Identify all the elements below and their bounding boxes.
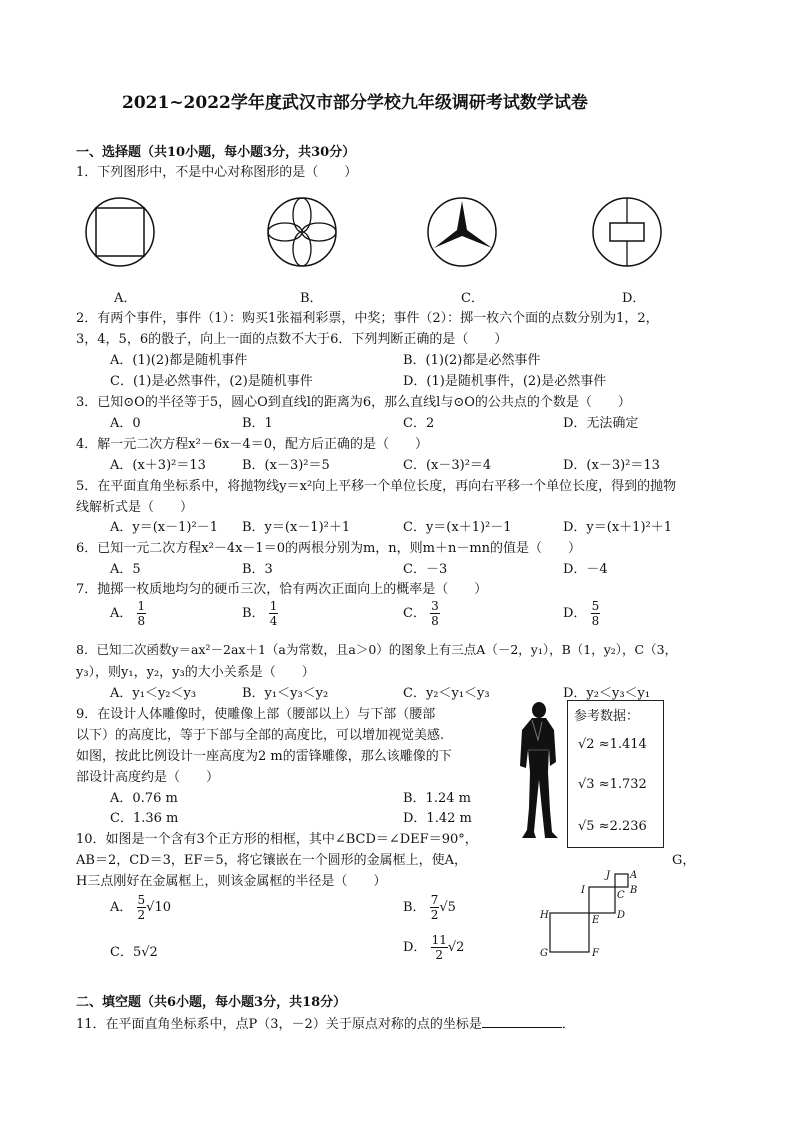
q1-label-b: B． <box>300 291 323 306</box>
q5-line2: 线解析式是（ ） <box>76 500 194 515</box>
q7-stem: 7．抛掷一枚质地均匀的硬币三次，恰有两次正面向上的概率是（ ） <box>76 582 488 597</box>
q1-figure-d <box>591 196 663 268</box>
q2-line2: 3，4，5，6的骰子，向上一面的点数不大于6．下列判断正确的是（ ） <box>76 332 508 347</box>
q10-label-d: D． <box>403 940 427 955</box>
q7-fraction-d: $\frac{5}{8}$ <box>591 599 600 628</box>
q5-option-a: A．y＝(x－1)²－1 <box>110 520 218 535</box>
q7-label-b: B． <box>242 606 265 621</box>
q10-option-b <box>403 894 456 921</box>
q7-option-d <box>563 600 600 627</box>
q11-end: ． <box>561 1017 575 1032</box>
q10-radical-a: √10 <box>146 900 171 915</box>
q7-label-d: D． <box>563 606 587 621</box>
reference-sqrt5: √5 ≈2.236 <box>578 819 647 834</box>
q7-fraction-a: $\frac{1}{8}$ <box>137 599 146 628</box>
q10-fig-label-g: G <box>540 948 548 959</box>
q9-line3: 如图，按此比例设计一座高度为2 m的雷锋雕像，那么该雕像的下 <box>76 749 452 764</box>
q6-option-b: B．3 <box>242 562 273 577</box>
q1-figure-c <box>426 196 498 268</box>
q4-stem: 4．解一元二次方程x²－6x－4＝0，配方后正确的是（ ） <box>76 437 428 452</box>
q11-stem: 11．在平面直角坐标系中，点P（3，－2）关于原点对称的点的坐标是 <box>76 1017 482 1032</box>
q10-label-a: A． <box>110 900 133 915</box>
q7-option-c <box>403 600 440 627</box>
reference-sqrt3: √3 ≈1.732 <box>578 777 647 792</box>
q2-option-d: D．(1)是随机事件，(2)是必然事件 <box>403 374 607 389</box>
section-fill-heading: 二、填空题（共6小题，每小题3分，共18分） <box>76 995 347 1010</box>
q8-line2: y₃），则y₁，y₂，y₃的大小关系是（ ） <box>76 665 315 680</box>
reference-data-box <box>567 700 664 848</box>
q10-fraction-b: $\frac{7}{2}$ <box>430 893 439 922</box>
q1-figure-b <box>266 196 338 268</box>
q10-fig-label-e: E <box>592 915 600 926</box>
q4-option-a: A．(x＋3)²＝13 <box>110 458 206 473</box>
q10-fig-label-a: A <box>630 870 638 881</box>
q10-radical-d: √2 <box>447 940 465 955</box>
q9-option-c: C．1.36 m <box>110 811 179 826</box>
q8-line1: 8．已知二次函数y＝ax²－2ax＋1（a为常数，且a＞0）的图象上有三点A（－2，y₁），B（1，y₂），C（3， <box>76 642 678 657</box>
q4-option-c: C．(x－3)²＝4 <box>403 458 492 473</box>
q7-fraction-b: $\frac{1}{4}$ <box>269 599 278 628</box>
q1-label-a: A． <box>114 291 137 306</box>
q1-stem: 1．下列图形中，不是中心对称图形的是（ ） <box>76 165 358 180</box>
q7-label-c: C． <box>403 606 426 621</box>
q8-option-c: C．y₂＜y₁＜y₃ <box>403 686 490 701</box>
q10-line3: H三点刚好在金属框上，则该金属框的半径是（ ） <box>76 874 387 889</box>
q6-option-a: A．5 <box>110 562 141 577</box>
q3-option-a: A．0 <box>110 416 141 431</box>
q4-option-d: D．(x－3)²＝13 <box>563 458 660 473</box>
section-choice-heading: 一、选择题（共10小题，每小题3分，共30分） <box>76 145 356 160</box>
q3-stem: 3．已知⊙O的半径等于5，圆心O到直线l的距离为6，那么直线l与⊙O的公共点的个数是（ ） <box>76 395 631 410</box>
q10-fraction-a: $\frac{5}{2}$ <box>137 893 146 922</box>
q1-figure-a <box>84 196 156 268</box>
q10-line2: AB＝2，CD＝3，EF＝5，将它镶嵌在一个圆形的金属框上，使A， <box>76 853 468 868</box>
q6-option-d: D．－4 <box>563 562 608 577</box>
q5-option-b: B．y＝(x－1)²＋1 <box>242 520 351 535</box>
q3-option-c: C．2 <box>403 416 435 431</box>
q5-line1: 5．在平面直角坐标系中，将抛物线y＝x²向上平移一个单位长度，再向右平移一个单位长度，得到的抛物 <box>76 479 677 494</box>
q9-line4: 部设计高度约是（ ） <box>76 770 220 785</box>
q10-option-a <box>110 894 171 921</box>
q10-fraction-d: $\frac{11}{2}$ <box>431 933 447 962</box>
q10-fig-label-j: J <box>606 870 611 881</box>
q7-option-a <box>110 600 146 627</box>
q11-answer-blank[interactable] <box>482 1027 562 1028</box>
q7-label-a: A． <box>110 606 133 621</box>
q8-option-b: B．y₁＜y₃＜y₂ <box>242 686 329 701</box>
page-title: 2021~2022学年度武汉市部分学校九年级调研考试数学试卷 <box>122 93 588 113</box>
q9-line1: 9．在设计人体雕像时，使雕像上部（腰部以上）与下部（腰部 <box>76 707 436 722</box>
q5-option-c: C．y＝(x＋1)²－1 <box>403 520 512 535</box>
q10-line1: 10．如图是一个含有3个正方形的相框，其中∠BCD＝∠DEF＝90°， <box>76 832 478 847</box>
q9-option-d: D．1.42 m <box>403 811 472 826</box>
q8-option-a: A．y₁＜y₂＜y₃ <box>110 686 197 701</box>
q6-option-c: C．－3 <box>403 562 448 577</box>
q10-fig-label-b: B <box>630 885 638 896</box>
q2-option-a: A．(1)(2)都是随机事件 <box>110 353 248 368</box>
reference-sqrt2: √2 ≈1.414 <box>578 737 647 752</box>
q2-option-b: B．(1)(2)都是必然事件 <box>403 353 541 368</box>
q10-fig-label-h: H <box>540 910 549 921</box>
q10-fig-label-f: F <box>592 948 599 959</box>
q3-option-b: B．1 <box>242 416 273 431</box>
q4-option-b: B．(x－3)²＝5 <box>242 458 330 473</box>
q11-line <box>76 1013 575 1032</box>
q9-line2: 以下）的高度比，等于下部与全部的高度比，可以增加视觉美感. <box>76 728 445 743</box>
statue-image <box>512 700 562 840</box>
q10-option-c: C．5√2 <box>110 945 158 960</box>
q10-label-b: B． <box>403 900 426 915</box>
q8-option-d: D．y₂＜y₃＜y₁ <box>563 686 651 701</box>
q9-option-a: A．0.76 m <box>110 791 178 806</box>
q10-fig-label-i: I <box>581 885 585 896</box>
q10-squares-figure <box>536 866 646 962</box>
q1-label-c: C． <box>461 291 484 306</box>
q10-fig-label-d: D <box>617 910 626 921</box>
reference-title: 参考数据： <box>574 709 640 724</box>
q10-fig-label-c: C <box>617 890 625 901</box>
q10-radical-b: √5 <box>439 900 456 915</box>
q7-fraction-c: $\frac{3}{8}$ <box>431 599 439 628</box>
q7-option-b <box>242 600 278 627</box>
q10-line2-tail: G， <box>672 853 696 868</box>
q6-stem: 6．已知一元二次方程x²－4x－1＝0的两根分别为m，n，则m＋n－mn的值是（ ） <box>76 541 582 556</box>
q10-option-d <box>403 934 464 961</box>
q3-option-d: D．无法确定 <box>563 416 639 431</box>
q1-label-d: D． <box>622 291 646 306</box>
q2-option-c: C．(1)是必然事件，(2)是随机事件 <box>110 374 313 389</box>
q5-option-d: D．y＝(x＋1)²＋1 <box>563 520 672 535</box>
q9-option-b: B．1.24 m <box>403 791 471 806</box>
q2-line1: 2．有两个事件，事件（1）：购买1张福利彩票，中奖；事件（2）：掷一枚六个面的点数分别为1，2， <box>76 311 659 326</box>
